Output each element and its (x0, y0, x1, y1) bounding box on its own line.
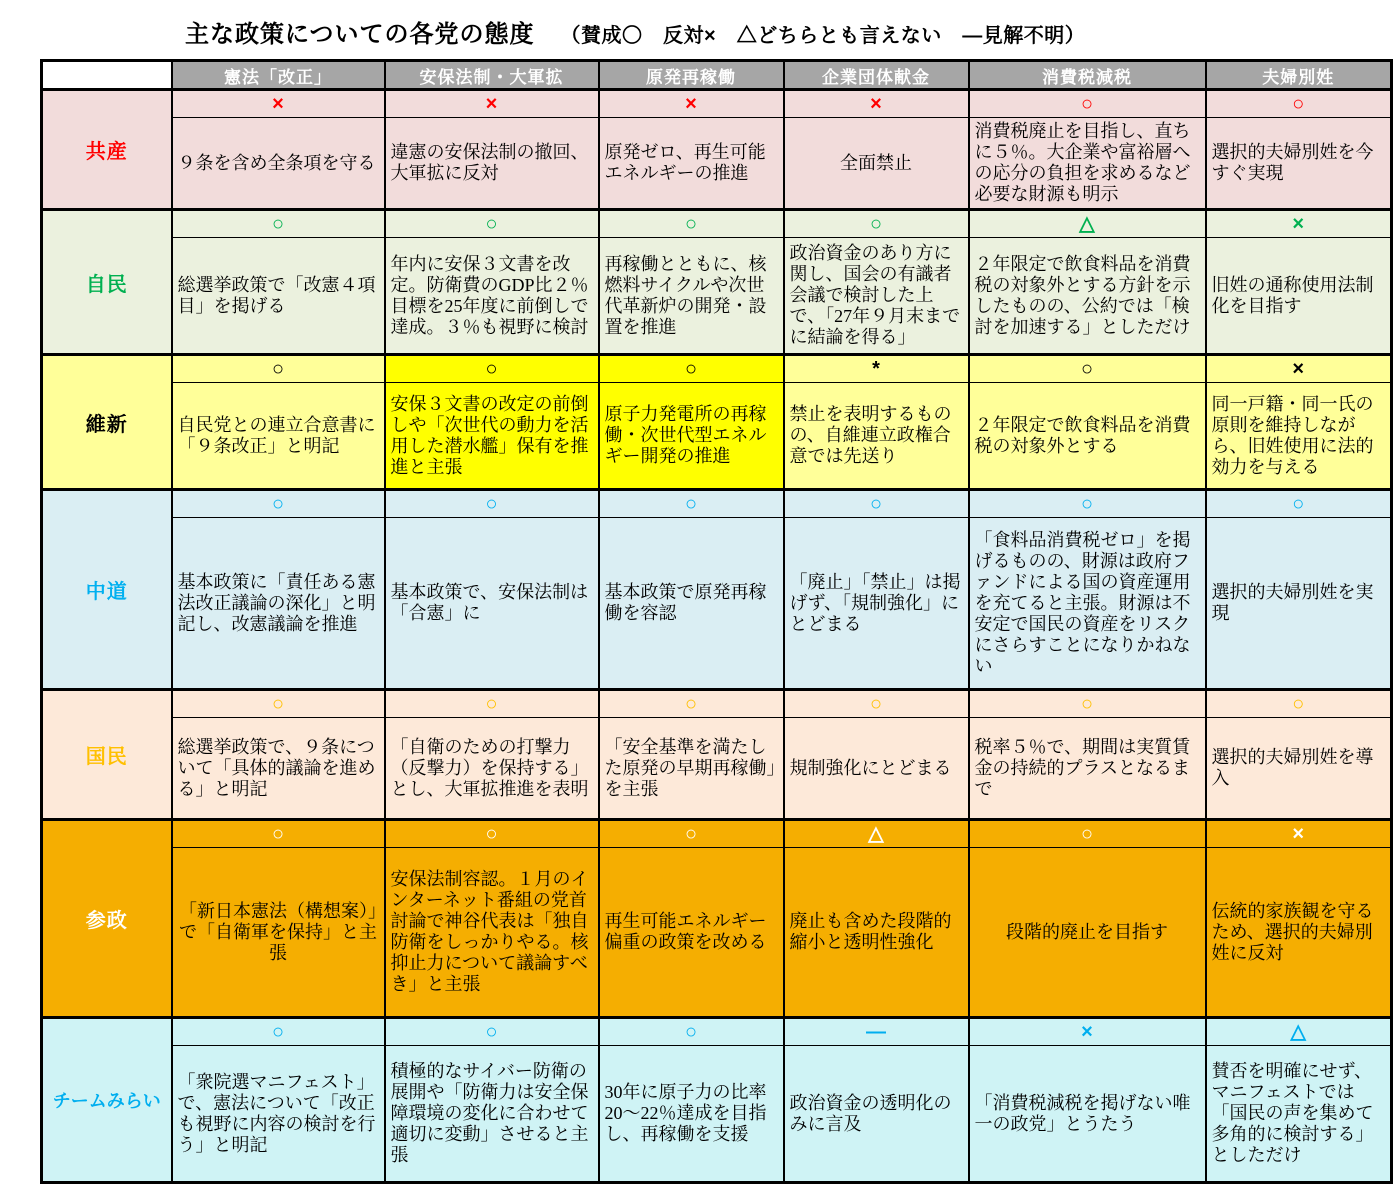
stance-text: 自民党との連立合意書に「９条改正」と明記 (177, 414, 376, 456)
page-title (185, 14, 1400, 49)
stance-text-cell (385, 1046, 599, 1183)
party-row-kokumin (42, 690, 1392, 718)
stance-text-cell (784, 1046, 969, 1183)
stance-symbol: × (385, 90, 599, 118)
stance-text: 「廃止」「禁止」は掲げず、「規制強化」にとどまる (789, 571, 961, 634)
stance-symbol: ○ (1206, 490, 1392, 518)
stance-symbol: ○ (172, 210, 385, 238)
stance-text-cell (172, 848, 385, 1018)
party-label-chudo: 中道 (42, 490, 172, 690)
stance-symbol: ○ (599, 690, 784, 718)
stance-text: 禁止を表明するものの、自維連立政権合意では先送り (789, 404, 952, 466)
stance-symbol: ○ (599, 820, 784, 848)
stance-text-cell (385, 238, 599, 355)
stance-text: 再稼働とともに、核燃料サイクルや次世代革新炉の開発・設置を推進 (604, 253, 767, 337)
stance-text: 税率５％で、期間は実質賃金の持続的プラスとなるまで (974, 736, 1191, 799)
column-header-constitution: 憲法「改正」 (172, 61, 385, 90)
stance-text-cell (1206, 238, 1392, 355)
stance-text-cell (969, 718, 1206, 820)
stance-text: 段階的廃止を目指す (1006, 921, 1168, 942)
stance-text: 安保法制容認。１月のインターネット番組の党首討論で神谷代表は「独自防衛をしっかりやる。核抑止力について議論すべき」と主張 (390, 869, 589, 994)
stance-symbol: ○ (1206, 90, 1392, 118)
stance-text-cell (784, 238, 969, 355)
stance-symbol: ○ (784, 490, 969, 518)
stance-text: ２年限定で飲食料品を消費税の対象外とする方針を示したものの、公約では「検討を加速する」としただけ (974, 253, 1191, 337)
stance-text-cell (969, 1046, 1206, 1183)
stance-text: 選択的夫婦別姓を実現 (1211, 582, 1374, 623)
stance-text-cell (969, 518, 1206, 690)
stance-symbol: ○ (385, 355, 599, 383)
stance-text-cell (172, 118, 385, 210)
stance-text: 「衆院選マニフェスト」で、憲法について「改正も視野に内容の検討を行う」と明記 (177, 1071, 376, 1155)
party-label-team-mirai: チームみらい (42, 1018, 172, 1183)
stance-symbol: ○ (969, 820, 1206, 848)
stance-text-cell (599, 238, 784, 355)
stance-text: 規制強化にとどまる (789, 757, 952, 778)
stance-symbol: ○ (172, 820, 385, 848)
stance-symbol: ○ (599, 210, 784, 238)
stance-text-cell (784, 383, 969, 490)
stance-text: 廃止も含めた段階的縮小と透明性強化 (789, 911, 952, 952)
stance-text-cell (599, 118, 784, 210)
stance-text-cell (784, 518, 969, 690)
stance-text: 選択的夫婦別姓を今すぐ実現 (1211, 142, 1374, 183)
stance-symbol: ○ (599, 355, 784, 383)
stance-text-cell (599, 518, 784, 690)
stance-text: 伝統的家族観を守るため、選択的夫婦別姓に反対 (1211, 900, 1374, 963)
stance-text: 総選挙政策で、９条について「具体的議論を進める」と明記 (177, 736, 376, 799)
stance-text: 再生可能エネルギー偏重の政策を改める (604, 911, 767, 952)
stance-text: 原発ゼロ、再生可能エネルギーの推進 (604, 142, 766, 183)
stance-symbol: ○ (172, 490, 385, 518)
stance-text: 基本政策で原発再稼働を容認 (604, 582, 767, 623)
stance-text: 全面禁止 (840, 152, 912, 173)
stance-text-cell (172, 518, 385, 690)
stance-text: 安保３文書の改定の前倒しや「次世代の動力を活用した潜水艦」保有を推進と主張 (390, 393, 589, 477)
stance-text: 「自衛のための打撃力（反撃力）を保持する」とし、大軍拡推進を表明 (390, 736, 589, 799)
stance-text: 「新日本憲法（構想案）」で「自衛軍を保持」と主張 (179, 900, 377, 963)
party-label-kokumin: 国民 (42, 690, 172, 820)
stance-text: 積極的なサイバー防衛の展開や「防衛力は安全保障環境の変化に合わせて適切に変動」させると主張 (390, 1061, 589, 1165)
party-row-team-mirai (42, 1018, 1392, 1046)
party-row-kyosan (42, 90, 1392, 118)
stance-symbol: ○ (599, 490, 784, 518)
column-header-donations: 企業団体献金 (784, 61, 969, 90)
stance-symbol: ○ (784, 690, 969, 718)
header-row (42, 61, 1392, 90)
party-row-text-kyosan (42, 118, 1392, 210)
title-legend: （賛成〇 反対× △どちらとも言えない ―見解不明） (560, 25, 1086, 47)
stance-text: 旧姓の通称使用法制化を目指す (1211, 274, 1374, 316)
party-label-sansei: 参政 (42, 820, 172, 1018)
party-row-text-chudo (42, 518, 1392, 690)
stance-text-cell (1206, 383, 1392, 490)
stance-symbol: ○ (385, 690, 599, 718)
stance-text-cell (172, 718, 385, 820)
party-label-kyosan: 共産 (42, 90, 172, 210)
party-label-ishin: 維新 (42, 355, 172, 490)
party-row-text-kokumin (42, 718, 1392, 820)
stance-text-cell (969, 383, 1206, 490)
stance-text-cell (969, 238, 1206, 355)
stance-symbol: ○ (1206, 690, 1392, 718)
policy-table (40, 59, 1393, 1184)
stance-symbol: * (784, 355, 969, 383)
stance-text-cell (969, 848, 1206, 1018)
stance-symbol: ○ (172, 690, 385, 718)
stance-text: 「消費税減税を掲げない唯一の政党」とうたう (974, 1092, 1191, 1134)
stance-text-cell (784, 848, 969, 1018)
stance-symbol: ○ (385, 210, 599, 238)
stance-text-cell (385, 848, 599, 1018)
stance-text: 総選挙政策で「改憲４項目」を掲げる (177, 274, 376, 316)
stance-symbol: × (1206, 820, 1392, 848)
stance-text-cell (784, 718, 969, 820)
stance-symbol: ○ (969, 355, 1206, 383)
stance-text: 選択的夫婦別姓を導入 (1211, 747, 1374, 788)
stance-text: 基本政策で、安保法制は「合憲」に (390, 582, 589, 623)
stance-text: ２年限定で飲食料品を消費税の対象外とする (974, 414, 1191, 456)
stance-symbol: ○ (385, 1018, 599, 1046)
stance-symbol: ○ (969, 690, 1206, 718)
stance-text-cell (599, 383, 784, 490)
stance-text-cell (1206, 718, 1392, 820)
stance-text: 政治資金のあり方に関し、国会の有識者会議で検討した上で、「27年９月末までに結論を得る」 (789, 243, 961, 347)
stance-text: 政治資金の透明化のみに言及 (789, 1092, 952, 1134)
stance-text: 違憲の安保法制の撤回、大軍拡に反対 (390, 142, 589, 183)
stance-symbol: ○ (385, 820, 599, 848)
stance-text-cell (1206, 118, 1392, 210)
party-row-text-ishin (42, 383, 1392, 490)
stance-symbol: × (1206, 210, 1392, 238)
stance-symbol: ○ (969, 90, 1206, 118)
column-header-security: 安保法制・大軍拡 (385, 61, 599, 90)
stance-text-cell (172, 383, 385, 490)
stance-symbol: ○ (385, 490, 599, 518)
stance-text-cell (385, 518, 599, 690)
stance-text: 年内に安保３文書を改定。防衛費のGDP比２％目標を25年度に前倒しで達成。３％も視野に検討 (390, 253, 589, 337)
stance-text: 原子力発電所の再稼働・次世代型エネルギー開発の推進 (604, 404, 767, 466)
stance-text-cell (784, 118, 969, 210)
stance-symbol: × (172, 90, 385, 118)
stance-text-cell (599, 1046, 784, 1183)
corner-cell (42, 61, 172, 90)
stance-text-cell (172, 238, 385, 355)
stance-symbol: ○ (969, 490, 1206, 518)
stance-text: 同一戸籍・同一氏の原則を維持しながら、旧姓使用に法的効力を与える (1211, 393, 1374, 477)
party-row-text-team-mirai (42, 1046, 1392, 1183)
party-row-jimin (42, 210, 1392, 238)
party-row-ishin (42, 355, 1392, 383)
stance-text-cell (1206, 1046, 1392, 1183)
party-row-sansei (42, 820, 1392, 848)
stance-text-cell (172, 1046, 385, 1183)
stance-text: 「食料品消費税ゼロ」を掲げるものの、財源は政府ファンドによる国の資産運用を充てると主張。財源は不安定で国民の資産をリスクにさらすことになりかねない (974, 529, 1191, 676)
stance-text-cell (599, 718, 784, 820)
stance-symbol: △ (784, 820, 969, 848)
stance-text: 「安全基準を満たした原発の早期再稼働」を主張 (604, 736, 776, 799)
stance-text-cell (385, 118, 599, 210)
stance-text: 消費税廃止を目指し、直ちに５％。大企業や富裕層への応分の負担を求めるなど必要な財源も明示 (974, 121, 1191, 204)
party-row-text-jimin (42, 238, 1392, 355)
stance-text: ９条を含め全条項を守る (177, 152, 376, 173)
stance-text-cell (385, 383, 599, 490)
stance-text: 30年に原子力の比率20～22％達成を目指し、再稼働を支援 (604, 1082, 767, 1144)
stance-symbol: ○ (172, 355, 385, 383)
title-main: 主な政策についての各党の態度 (185, 21, 535, 48)
column-header-nuclear: 原発再稼働 (599, 61, 784, 90)
stance-symbol: × (1206, 355, 1392, 383)
party-row-text-sansei (42, 848, 1392, 1018)
stance-symbol: ― (784, 1018, 969, 1046)
stance-symbol: ○ (172, 1018, 385, 1046)
stance-text: 基本政策に「責任ある憲法改正議論の深化」と明記し、改憲議論を推進 (177, 571, 376, 634)
column-header-tax: 消費税減税 (969, 61, 1206, 90)
stance-text-cell (969, 118, 1206, 210)
column-header-surname: 夫婦別姓 (1206, 61, 1392, 90)
stance-symbol: × (969, 1018, 1206, 1046)
stance-symbol: ○ (784, 210, 969, 238)
stance-text: 賛否を明確にせず、マニフェストでは「国民の声を集めて多角的に検討する」としただけ (1211, 1061, 1374, 1165)
stance-text-cell (1206, 848, 1392, 1018)
stance-symbol: × (784, 90, 969, 118)
party-row-chudo (42, 490, 1392, 518)
party-label-jimin: 自民 (42, 210, 172, 355)
stance-symbol: ○ (599, 1018, 784, 1046)
stance-text-cell (385, 718, 599, 820)
stance-symbol: △ (1206, 1018, 1392, 1046)
stance-symbol: △ (969, 210, 1206, 238)
stance-symbol: × (599, 90, 784, 118)
stance-text-cell (1206, 518, 1392, 690)
stance-text-cell (599, 848, 784, 1018)
